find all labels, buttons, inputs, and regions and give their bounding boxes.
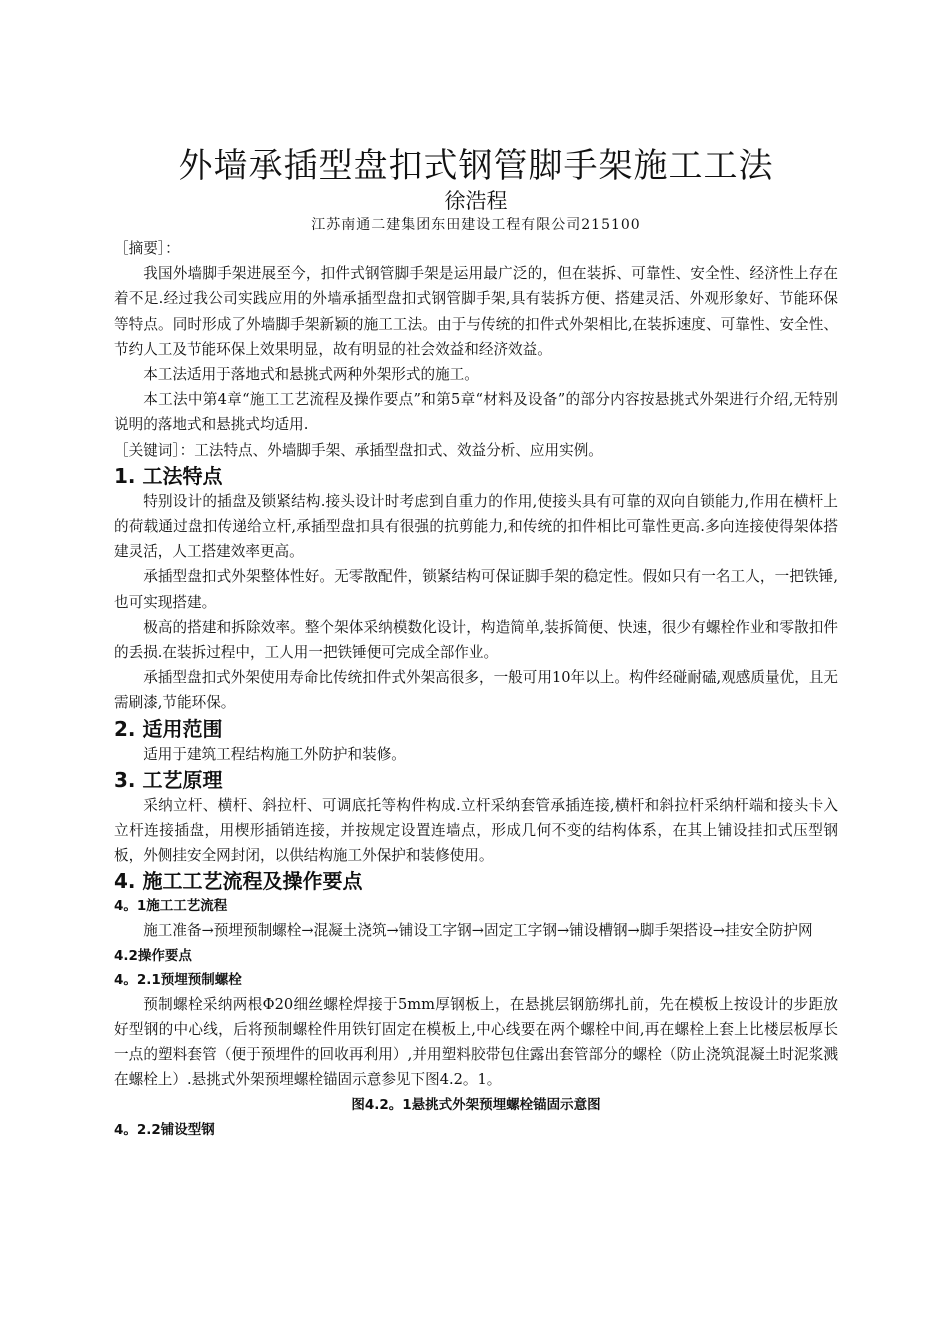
abstract-paragraph: 本工法中第4章“施工工艺流程及操作要点”和第5章“材料及设备”的部分内容按悬挑式外架进行介绍,无特别说明的落地式和悬挑式均适用.	[114, 391, 838, 434]
keywords-text: 工法特点、外墙脚手架、承插型盘扣式、效益分析、应用实例。	[194, 441, 603, 459]
subsection-heading-4-2-1: 4。2.1预埋预制螺栓	[114, 971, 242, 988]
section-2-paragraph: 适用于建筑工程结构施工外防护和装修。	[143, 745, 406, 763]
section-1-paragraph: 特别设计的插盘及锁紧结构.接头设计时考虑到自重力的作用,使接头具有可靠的双向自锁能力,作用在横杆上的荷载通过盘扣传递给立杆,承插型盘扣具有很强的抗剪能力,和传统的扣件相比可靠性更高.多向连接使得架体搭建灵活，人工搭建效率更高。	[114, 492, 838, 561]
keywords-line	[114, 438, 838, 463]
figure-caption: 图4.2。1悬挑式外架预埋螺栓锚固示意图	[351, 1097, 601, 1114]
process-flow-text: 施工准备→预埋预制螺栓→混凝土浇筑→铺设工字钢→固定工字钢→铺设槽钢→脚手架搭设→挂安全防护网	[143, 922, 813, 940]
subsection-heading-4-2-2: 4。2.2铺设型钢	[114, 1122, 215, 1139]
section-heading-2: 2. 适用范围	[114, 716, 223, 741]
author-name: 徐浩程	[444, 189, 508, 213]
keywords-label: ［关键词］：	[114, 441, 195, 459]
section-heading-1: 1. 工法特点	[114, 463, 223, 488]
abstract-paragraph: 我国外墙脚手架进展至今，扣件式钢管脚手架是运用最广泛的，但在装拆、可靠性、安全性、经济性上存在着不足.经过我公司实践应用的外墙承插型盘扣式钢管脚手架,具有装拆方便、搭建灵活、外观形象好、节能环保等特点。同时形成了外墙脚手架新颖的施工工法。由于与传统的扣件式外架相比,在装拆速度、可靠性、安全性、节约人工及节能环保上效果明显，故有明显的社会效益和经济效益。	[114, 265, 838, 358]
section-heading-4: 4. 施工工艺流程及操作要点	[114, 869, 363, 894]
author-affiliation: 江苏南通二建集团东田建设工程有限公司215100	[311, 217, 641, 233]
section-1-paragraph: 承插型盘扣式外架使用寿命比传统扣件式外架高很多，一般可用10年以上。构件经碰耐磕,观感质量优，且无需刷漆,节能环保。	[114, 669, 838, 712]
section-1-paragraph: 极高的搭建和拆除效率。整个架体采纳模数化设计，构造简单,装拆简便、快速，很少有螺栓作业和零散扣件的丢损.在装拆过程中，工人用一把铁锤便可完成全部作业。	[114, 618, 838, 662]
section-3-paragraph: 采纳立杆、横杆、斜拉杆、可调底托等构件构成.立杆采纳套管承插连接,横杆和斜拉杆采纳杆端和接头卡入立杆连接插盘，用楔形插销连接，并按规定设置连墙点，形成几何不变的结构体系，在其上铺设挂扣式压型钢板，外侧挂安全网封闭，以供结构施工外保护和装修使用。	[114, 796, 838, 865]
section-heading-3: 3. 工艺原理	[114, 767, 223, 792]
subsection-4-2-1-paragraph: 预制螺栓采纳两根Φ20细丝螺栓焊接于5mm厚钢板上，在悬挑层钢筋绑扎前，先在模板上按设计的步距放好型钢的中心线，后将预制螺栓件用铁钉固定在模板上,中心线要在两个螺栓中间,再在螺栓上套上比楼层板厚长一点的塑料套管（便于预埋件的回收再利用）,并用塑料胶带包住露出套管部分的螺栓（防止浇筑混凝土时泥浆溅在螺栓上）.悬挑式外架预埋螺栓锚固示意参见下图4.2。1。	[114, 995, 838, 1089]
subsection-heading-4-2: 4.2操作要点	[114, 947, 192, 964]
section-1-paragraph: 承插型盘扣式外架整体性好。无零散配件，锁紧结构可保证脚手架的稳定性。假如只有一名工人，一把铁锤,也可实现搭建。	[114, 568, 838, 611]
abstract-label: ［摘要］：	[114, 240, 180, 257]
abstract-paragraph: 本工法适用于落地式和悬挑式两种外架形式的施工。	[143, 366, 479, 384]
document-title: 外墙承插型盘扣式钢管脚手架施工工法	[178, 146, 774, 186]
subsection-heading-4-1: 4。1施工工艺流程	[114, 898, 228, 915]
